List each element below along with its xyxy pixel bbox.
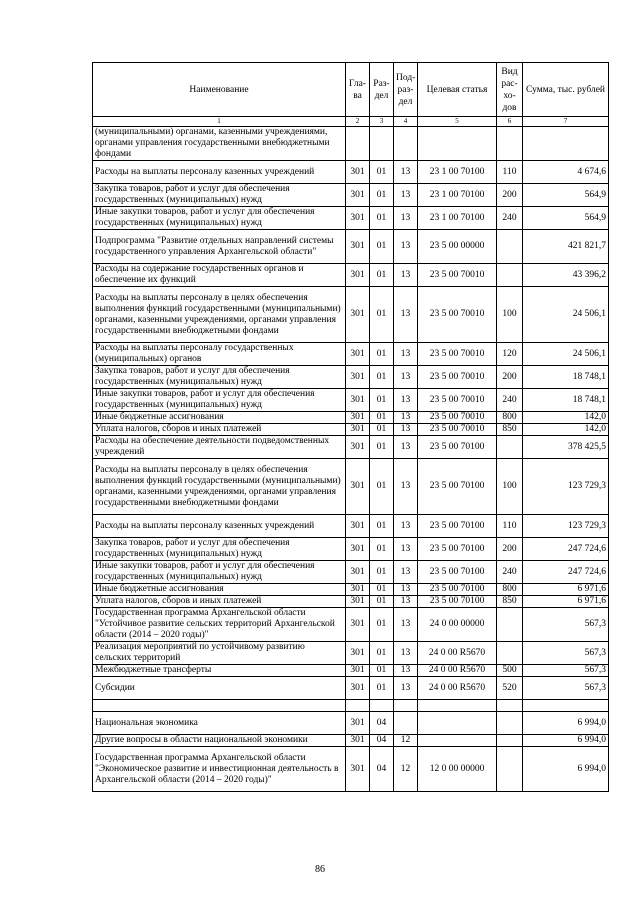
cell-name: Подпрограмма "Развитие отдельных направлений системы государственного управления Архангельской области" [93,230,346,264]
cell-sum: 567,3 [523,665,609,677]
cell-razdel: 01 [370,677,394,700]
cell-name: Государственная программа Архангельской области "Экономическое развитие и инвестиционная деятельность в Архангельской области (2014 – 2020 годы)" [93,747,346,792]
cell-glava: 301 [346,596,370,608]
cell-glava: 301 [346,424,370,436]
cell-name: Реализация мероприятий по устойчивому развитию сельских территорий [93,642,346,665]
cell-razdel: 01 [370,538,394,561]
cell-glava: 301 [346,608,370,642]
cell-glava: 301 [346,712,370,735]
cell-razdel: 01 [370,561,394,584]
cell-sum: 6 971,6 [523,584,609,596]
cell-name: (муниципальными) органами, казенными учреждениями, органами управления государственными внебюджетными фондами [93,127,346,161]
table-row [93,538,609,561]
cell-sum: 6 994,0 [523,735,609,747]
cell-razdel: 04 [370,747,394,792]
cell-podrazdel: 13 [394,538,418,561]
cell-target-article: 23 5 00 70100 [418,459,497,515]
cell-name: Расходы на выплаты персоналу в целях обеспечения выполнения функций государственными (муниципальными) органами, казенными учреждениями, органами управления государственными внебюджетными фондами [93,287,346,343]
cell-razdel: 04 [370,735,394,747]
cell-podrazdel [394,712,418,735]
header-row [93,63,609,117]
table-row [93,184,609,207]
cell-expense-type [497,230,523,264]
cell-razdel: 01 [370,459,394,515]
table-body [93,127,609,792]
cell-glava: 301 [346,161,370,184]
cell-target-article: 24 0 00 R5670 [418,642,497,665]
cell-razdel: 01 [370,161,394,184]
cell-podrazdel: 13 [394,412,418,424]
cell-expense-type: 200 [497,538,523,561]
cell-target-article: 23 5 00 70100 [418,596,497,608]
cell-expense-type: 800 [497,412,523,424]
cell-expense-type: 110 [497,161,523,184]
cell-podrazdel: 13 [394,459,418,515]
cell-expense-type [497,264,523,287]
column-number-row [93,117,609,127]
cell-podrazdel: 13 [394,642,418,665]
cell-name: Иные закупки товаров, работ и услуг для обеспечения государственных (муниципальных) нужд [93,561,346,584]
cell-target-article: 23 5 00 00000 [418,230,497,264]
cell-razdel: 01 [370,515,394,538]
cell-sum: 378 425,5 [523,436,609,459]
table-row [93,608,609,642]
cell-name: Закупка товаров, работ и услуг для обеспечения государственных (муниципальных) нужд [93,184,346,207]
cell-sum: 567,3 [523,642,609,665]
cell-razdel: 01 [370,184,394,207]
cell-expense-type [497,127,523,161]
cell-name [93,700,346,712]
cell-razdel: 01 [370,343,394,366]
cell-target-article: 23 5 00 70010 [418,424,497,436]
table-row [93,735,609,747]
cell-glava [346,700,370,712]
cell-razdel: 01 [370,665,394,677]
cell-expense-type: 240 [497,389,523,412]
cell-target-article [418,735,497,747]
cell-sum: 24 506,1 [523,287,609,343]
cell-razdel: 01 [370,424,394,436]
column-number: 4 [394,117,418,127]
cell-name: Расходы на выплаты персоналу казенных учреждений [93,515,346,538]
table-row [93,642,609,665]
cell-target-article [418,127,497,161]
cell-expense-type: 520 [497,677,523,700]
cell-podrazdel: 13 [394,584,418,596]
cell-target-article: 12 0 00 00000 [418,747,497,792]
cell-name: Закупка товаров, работ и услуг для обеспечения государственных (муниципальных) нужд [93,366,346,389]
cell-glava: 301 [346,230,370,264]
cell-name: Расходы на содержание государственных органов и обеспечение их функций [93,264,346,287]
table-row [93,436,609,459]
header-cs: Целевая статья [418,63,497,117]
cell-name: Иные закупки товаров, работ и услуг для обеспечения государственных (муниципальных) нужд [93,389,346,412]
cell-glava: 301 [346,264,370,287]
column-number: 7 [523,117,609,127]
cell-glava [346,127,370,161]
cell-sum: 567,3 [523,608,609,642]
cell-name: Другие вопросы в области национальной экономики [93,735,346,747]
cell-sum: 564,9 [523,207,609,230]
cell-sum: 18 748,1 [523,366,609,389]
cell-podrazdel: 13 [394,677,418,700]
cell-name: Иные бюджетные ассигнования [93,584,346,596]
cell-expense-type: 800 [497,584,523,596]
table-row [93,412,609,424]
cell-name: Уплата налогов, сборов и иных платежей [93,596,346,608]
cell-glava: 301 [346,287,370,343]
cell-glava: 301 [346,538,370,561]
cell-podrazdel: 13 [394,389,418,412]
cell-glava: 301 [346,561,370,584]
cell-sum: 6 994,0 [523,747,609,792]
cell-expense-type: 240 [497,561,523,584]
cell-glava: 301 [346,515,370,538]
cell-glava: 301 [346,366,370,389]
cell-podrazdel: 13 [394,424,418,436]
cell-podrazdel: 13 [394,207,418,230]
table-row [93,127,609,161]
cell-glava: 301 [346,747,370,792]
cell-glava: 301 [346,436,370,459]
table-row [93,584,609,596]
cell-expense-type: 120 [497,343,523,366]
cell-target-article: 24 0 00 00000 [418,608,497,642]
table-row [93,343,609,366]
cell-razdel: 01 [370,230,394,264]
cell-sum: 4 674,6 [523,161,609,184]
cell-target-article: 23 5 00 70010 [418,366,497,389]
cell-razdel [370,700,394,712]
cell-target-article: 23 5 00 70100 [418,561,497,584]
cell-podrazdel: 13 [394,596,418,608]
cell-expense-type: 100 [497,459,523,515]
header-podrazdel: Под-раз-дел [394,63,418,117]
cell-podrazdel [394,127,418,161]
cell-razdel: 01 [370,389,394,412]
cell-expense-type [497,642,523,665]
cell-target-article: 23 5 00 70010 [418,389,497,412]
cell-glava: 301 [346,735,370,747]
cell-razdel: 01 [370,642,394,665]
column-number: 2 [346,117,370,127]
table-row [93,264,609,287]
cell-target-article: 24 0 00 R5670 [418,665,497,677]
cell-target-article [418,712,497,735]
cell-glava: 301 [346,677,370,700]
cell-sum: 421 821,7 [523,230,609,264]
cell-sum: 6 971,6 [523,596,609,608]
cell-target-article: 23 5 00 70010 [418,412,497,424]
cell-razdel: 01 [370,596,394,608]
cell-podrazdel: 13 [394,184,418,207]
cell-podrazdel: 13 [394,264,418,287]
column-number: 3 [370,117,394,127]
cell-target-article: 23 5 00 70100 [418,584,497,596]
cell-podrazdel: 13 [394,608,418,642]
cell-podrazdel: 13 [394,561,418,584]
cell-target-article [418,700,497,712]
cell-sum: 142,0 [523,424,609,436]
cell-podrazdel: 13 [394,665,418,677]
table-row [93,747,609,792]
table-row [93,207,609,230]
cell-razdel: 01 [370,207,394,230]
cell-name: Уплата налогов, сборов и иных платежей [93,424,346,436]
cell-sum: 123 729,3 [523,515,609,538]
cell-target-article: 23 5 00 70100 [418,515,497,538]
table-row [93,459,609,515]
table-row [93,665,609,677]
cell-razdel: 01 [370,608,394,642]
cell-razdel: 01 [370,412,394,424]
cell-target-article: 23 5 00 70010 [418,264,497,287]
cell-razdel: 01 [370,436,394,459]
cell-glava: 301 [346,665,370,677]
cell-glava: 301 [346,207,370,230]
cell-target-article: 23 1 00 70100 [418,207,497,230]
cell-podrazdel: 12 [394,735,418,747]
cell-target-article: 23 5 00 70100 [418,436,497,459]
cell-expense-type [497,735,523,747]
cell-sum [523,127,609,161]
table-row [93,515,609,538]
column-number: 5 [418,117,497,127]
cell-sum: 142,0 [523,412,609,424]
header-razdel: Раз-дел [370,63,394,117]
cell-name: Национальная экономика [93,712,346,735]
table-row [93,287,609,343]
cell-expense-type [497,436,523,459]
table-row [93,596,609,608]
cell-podrazdel [394,700,418,712]
cell-sum: 567,3 [523,677,609,700]
table-row [93,424,609,436]
cell-podrazdel: 13 [394,515,418,538]
cell-sum: 6 994,0 [523,712,609,735]
cell-glava: 301 [346,412,370,424]
cell-expense-type: 200 [497,184,523,207]
cell-podrazdel: 13 [394,436,418,459]
cell-name: Закупка товаров, работ и услуг для обеспечения государственных (муниципальных) нужд [93,538,346,561]
column-number: 1 [93,117,346,127]
cell-podrazdel: 12 [394,747,418,792]
cell-target-article: 23 1 00 70100 [418,184,497,207]
cell-expense-type [497,700,523,712]
cell-podrazdel: 13 [394,230,418,264]
table-row [93,161,609,184]
cell-podrazdel: 13 [394,161,418,184]
table-row [93,712,609,735]
cell-expense-type: 110 [497,515,523,538]
cell-razdel: 01 [370,366,394,389]
table-row [93,389,609,412]
header-sum: Сумма, тыс. рублей [523,63,609,117]
cell-sum: 247 724,6 [523,561,609,584]
cell-glava: 301 [346,343,370,366]
cell-target-article: 24 0 00 R5670 [418,677,497,700]
cell-razdel: 01 [370,584,394,596]
cell-name: Межбюджетные трансферты [93,665,346,677]
cell-name: Расходы на выплаты персоналу государственных (муниципальных) органов [93,343,346,366]
cell-target-article: 23 5 00 70010 [418,343,497,366]
cell-sum: 564,9 [523,184,609,207]
cell-sum: 43 396,2 [523,264,609,287]
cell-glava: 301 [346,459,370,515]
cell-glava: 301 [346,584,370,596]
cell-expense-type: 200 [497,366,523,389]
table-row [93,366,609,389]
cell-podrazdel: 13 [394,287,418,343]
cell-podrazdel: 13 [394,366,418,389]
cell-glava: 301 [346,184,370,207]
cell-sum [523,700,609,712]
cell-name: Расходы на выплаты персоналу в целях обеспечения выполнения функций государственными (муниципальными) органами, казенными учреждениями, органами управления государственными внебюджетными фондами [93,459,346,515]
cell-expense-type: 240 [497,207,523,230]
cell-sum: 247 724,6 [523,538,609,561]
cell-expense-type: 850 [497,596,523,608]
column-number: 6 [497,117,523,127]
cell-name: Иные бюджетные ассигнования [93,412,346,424]
cell-expense-type [497,712,523,735]
cell-name: Субсидии [93,677,346,700]
table-row [93,230,609,264]
cell-name: Иные закупки товаров, работ и услуг для обеспечения государственных (муниципальных) нужд [93,207,346,230]
cell-sum: 123 729,3 [523,459,609,515]
cell-expense-type [497,747,523,792]
table-row [93,677,609,700]
cell-razdel: 01 [370,264,394,287]
cell-target-article: 23 1 00 70100 [418,161,497,184]
cell-podrazdel: 13 [394,343,418,366]
cell-sum: 24 506,1 [523,343,609,366]
cell-name: Государственная программа Архангельской области "Устойчивое развитие сельских территорий Архангельской области (2014 – 2020 годы)" [93,608,346,642]
cell-expense-type: 100 [497,287,523,343]
cell-glava: 301 [346,389,370,412]
cell-razdel: 04 [370,712,394,735]
cell-razdel [370,127,394,161]
cell-name: Расходы на обеспечение деятельности подведомственных учреждений [93,436,346,459]
cell-glava: 301 [346,642,370,665]
header-glava: Гла-ва [346,63,370,117]
cell-target-article: 23 5 00 70100 [418,538,497,561]
cell-target-article: 23 5 00 70010 [418,287,497,343]
cell-sum: 18 748,1 [523,389,609,412]
page-number: 86 [315,864,325,875]
cell-name: Расходы на выплаты персоналу казенных учреждений [93,161,346,184]
table-row [93,561,609,584]
cell-razdel: 01 [370,287,394,343]
cell-expense-type: 500 [497,665,523,677]
cell-expense-type: 850 [497,424,523,436]
header-name: Наименование [93,63,346,117]
header-vr: Вид рас-хо-дов [497,63,523,117]
table-row [93,700,609,712]
budget-table [92,62,609,792]
cell-expense-type [497,608,523,642]
